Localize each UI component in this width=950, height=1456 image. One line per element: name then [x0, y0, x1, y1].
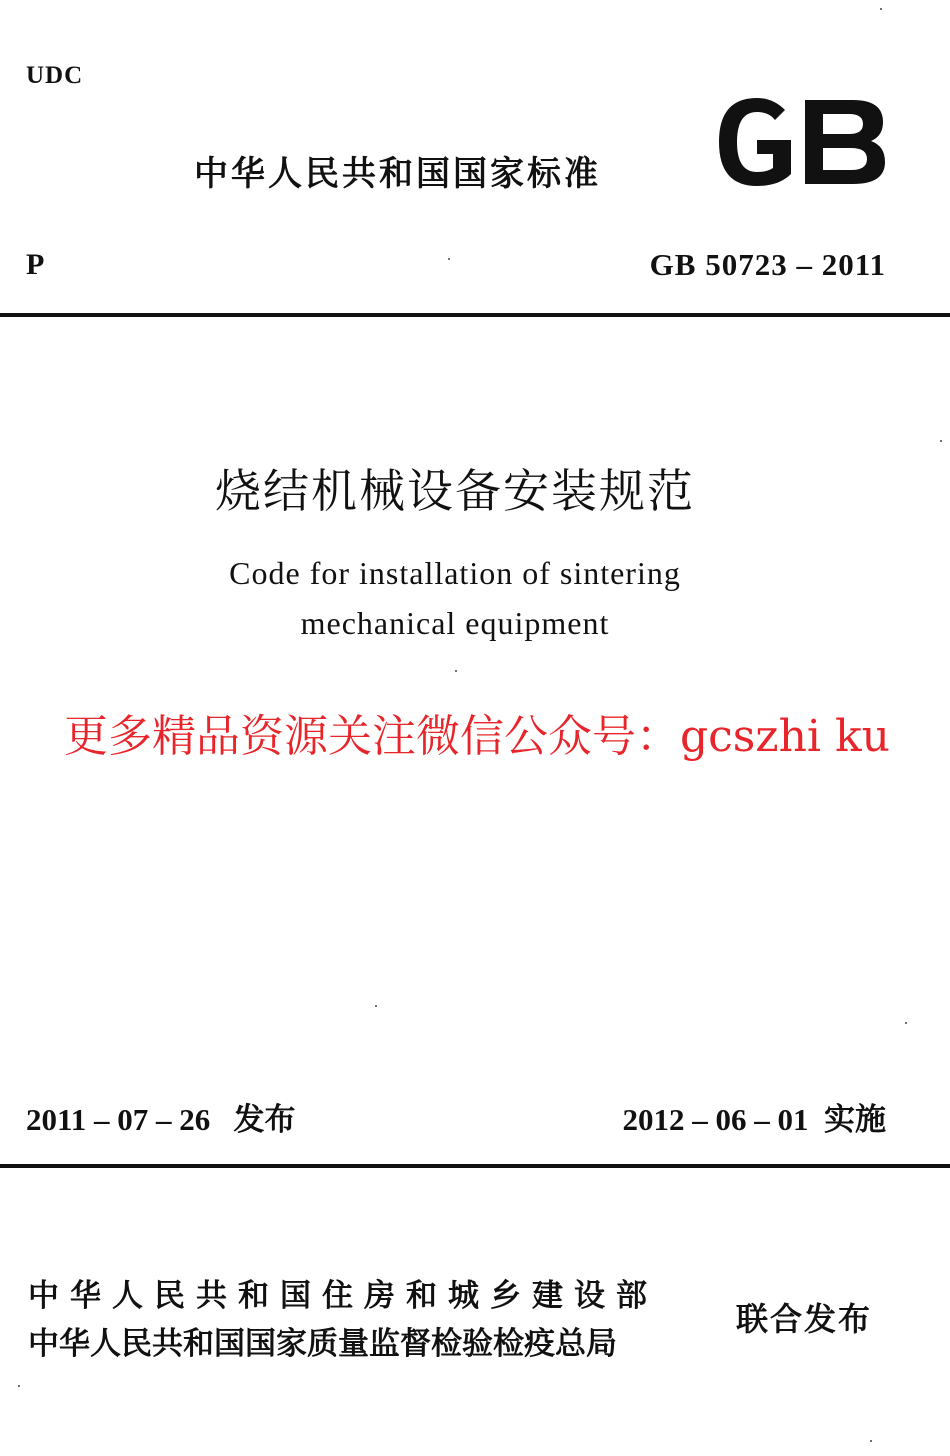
scan-speck: [940, 440, 942, 442]
scan-speck: [448, 258, 450, 260]
watermark-text: 更多精品资源关注微信公众号：gcszhi ku: [64, 711, 890, 762]
joint-issue-label: 联合发布: [736, 1300, 873, 1338]
issuer-ministry: 中华人民共和国住房和城乡建设部: [28, 1278, 658, 1314]
title-chinese: 烧结机械设备安装规范: [215, 464, 695, 518]
gb-logo: [713, 96, 889, 188]
category-code: P: [26, 248, 45, 281]
scan-speck: [18, 1385, 20, 1387]
scan-speck: [905, 1022, 907, 1024]
issuer-administration: 中华人民共和国国家质量监督检验检疫总局: [28, 1326, 617, 1362]
title-english-line2: mechanical equipment: [300, 605, 610, 641]
title-english: [0, 548, 910, 648]
top-divider: [0, 313, 950, 317]
title-english-line1: Code for installation of sintering: [229, 555, 681, 591]
scan-speck: [870, 1440, 872, 1442]
standard-number: GB 50723 – 2011: [649, 247, 886, 282]
bottom-divider: [0, 1164, 950, 1168]
implementation-date: 2012 – 06 – 01 实施: [622, 1102, 886, 1137]
issue-date: 2011 – 07 – 26 发布: [26, 1102, 296, 1137]
scan-speck: [375, 1005, 377, 1007]
scan-speck: [880, 8, 882, 10]
udc-label: UDC: [26, 62, 84, 89]
scan-speck: [455, 670, 457, 672]
national-standard-heading: 中华人民共和国国家标准: [194, 154, 601, 194]
